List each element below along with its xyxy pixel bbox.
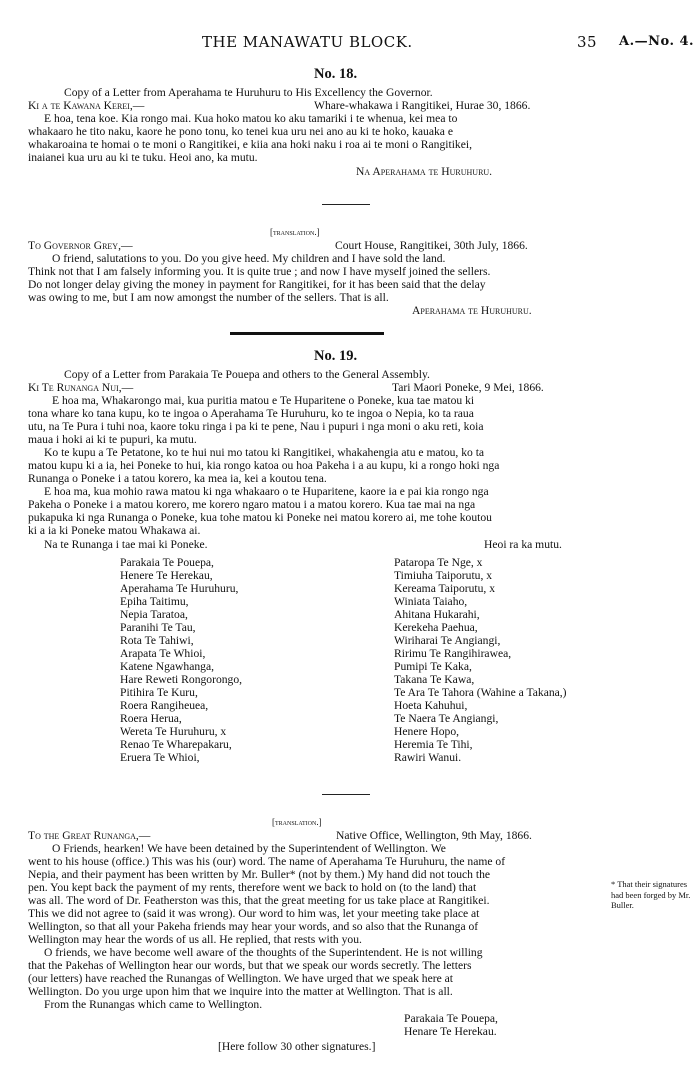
doc18-line-4: inaianei kua uru au ki te tuku. Heoi ano, ka mutu. (28, 151, 258, 164)
document-reference: A.—No. 4. (619, 34, 695, 49)
doc19-t-signature-1: Parakaia Te Pouepa, (404, 1012, 498, 1025)
doc18-t-signature: Aperahama te Huruhuru. (412, 304, 532, 317)
signatory-right: Te Naera Te Angiangi, (394, 712, 499, 725)
doc18-caption: Copy of a Letter from Aperahama te Huruhuru to His Excellency the Governor. (64, 86, 433, 99)
doc19-closing: Heoi ra ka mutu. (484, 538, 562, 551)
doc19-t-line-12: Wellington. Do you urge upon him that we inquire into the matter at Wellington. That is all. (28, 985, 453, 998)
doc19-line-4: maua i hoki ai ki te pupuri, ka mutu. (28, 433, 197, 446)
short-divider (322, 794, 370, 795)
signatory-left: Paranihi Te Tau, (120, 621, 196, 634)
page-number: 35 (577, 33, 598, 51)
doc19-t-line-3: Nepia, and their payment has been written by Mr. Buller* (not by them.) My hand did not touch the (28, 868, 491, 881)
signatory-right: Wiriharai Te Angiangi, (394, 634, 501, 647)
doc19-from-line: Na te Runanga i tae mai ki Poneke. (44, 538, 208, 551)
margin-footnote: * That their signatures had been forged by Mr. Buller. (611, 879, 691, 910)
signatory-right: Te Ara Te Tahora (Wahine a Takana,) (394, 686, 567, 699)
signatory-right: Timiuha Taiporutu, x (394, 569, 493, 582)
signatory-right: Rawiri Wanui. (394, 751, 462, 764)
doc18-signature: Na Aperahama te Huruhuru. (356, 165, 493, 178)
doc19-line-1: E hoa ma, Whakarongo mai, kua puritia matou e Te Huparitene o Poneke, kua tae matou ki (52, 394, 475, 407)
signatory-left: Nepia Taratoa, (120, 608, 188, 621)
doc19-line-11: ki a ia ki Poneke matou Whakawa ai. (28, 524, 201, 537)
doc19-salutation: Ki Te Runanga Nui,— (28, 381, 134, 394)
signatory-right: Hoeta Kahuhui, (394, 699, 468, 712)
doc19-place-date: Tari Maori Poneke, 9 Mei, 1866. (392, 381, 544, 394)
doc18-number: No. 18. (314, 66, 358, 82)
doc18-t-line-3: Do not longer delay giving the money in payment for Rangitikei, for it has been said that the delay (28, 278, 486, 291)
doc19-t-place-date: Native Office, Wellington, 9th May, 1866. (336, 829, 532, 842)
doc19-line-2: tona whare ko tana kupu, ko te ingoa o Aperahama Te Huruhuru, ko te ingoa o Nepia, ko ta raua (28, 407, 474, 420)
doc19-t-line-8: Wellington may hear the words of us all. He replied, that rests with you. (28, 933, 362, 946)
signatory-left: Katene Ngawhanga, (120, 660, 214, 673)
signatory-left: Henere Te Herekau, (120, 569, 213, 582)
signatory-right: Pataropa Te Nge, x (394, 556, 483, 569)
doc19-t-signature-2: Henare Te Herekau. (404, 1025, 497, 1038)
signatory-left: Epiha Taitimu, (120, 595, 189, 608)
doc19-translation-label: [translation.] (272, 817, 322, 827)
doc19-t-line-13: From the Runangas which came to Wellington. (44, 998, 263, 1011)
signatory-left: Rota Te Tahiwi, (120, 634, 194, 647)
signatory-left: Hare Reweti Rongorongo, (120, 673, 243, 686)
signatory-left: Aperahama Te Huruhuru, (120, 582, 239, 595)
doc19-t-salutation: To the Great Runanga,— (28, 829, 151, 842)
signatory-left: Roera Rangiheuea, (120, 699, 209, 712)
doc19-t-line-9: O friends, we have become well aware of the thoughts of the Superintendent. He is not willing (44, 946, 483, 959)
doc19-line-8: E hoa ma, kua mohio rawa matou ki nga whakaaro o te Huparitene, kaore ia e pai kia rongo nga (44, 485, 489, 498)
doc18-t-line-2: Think not that I am falsely informing you. It is quite true ; and now I have myself joined the sellers. (28, 265, 491, 278)
signatory-right: Takana Te Kawa, (394, 673, 475, 686)
doc18-t-salutation: To Governor Grey,— (28, 239, 133, 252)
doc19-line-6: matou kupu ki a ia, hei Poneke to hui, kia rongo katoa ou hoa Pakeha i a au kupu, ki a rongo hoki nga (28, 459, 500, 472)
doc19-t-line-1: O Friends, hearken! We have been detained by the Superintendent of Wellington. We (52, 842, 446, 855)
signatory-right: Winiata Taiaho, (394, 595, 468, 608)
doc18-place-date: Whare-whakawa i Rangitikei, Hurae 30, 1866. (314, 99, 531, 112)
doc19-t-line-6: This we did not agree to (said it was wrong). Our word to him was, let your meeting take place at (28, 907, 480, 920)
doc19-caption: Copy of a Letter from Parakaia Te Pouepa and others to the General Assembly. (64, 368, 430, 381)
signatory-left: Parakaia Te Pouepa, (120, 556, 214, 569)
doc19-number: No. 19. (314, 348, 358, 364)
signatory-right: Ahitana Hukarahi, (394, 608, 480, 621)
section-divider (230, 332, 384, 335)
doc19-t-line-11: (our letters) have reached the Runangas of Wellington. We have urged that we speak here at (28, 972, 454, 985)
doc19-line-3: utu, na Te Pura i tuhi noa, kaore toku ringa i pa ki te pene, Nau i pupuri i nga moni o aku reti, koia (28, 420, 484, 433)
signatory-left: Roera Herua, (120, 712, 182, 725)
signatory-right: Henere Hopo, (394, 725, 460, 738)
signatory-left: Renao Te Wharepakaru, (120, 738, 232, 751)
signatory-left: Wereta Te Huruhuru, x (120, 725, 227, 738)
doc19-t-line-7: Wellington, so that all your Pakeha friends may hear your words, and so also that the Runanga of (28, 920, 479, 933)
doc19-line-5: Ko te kupu a Te Petatone, ko te hui nui mo tatou ki Rangitikei, whakahengia atu e matou, ko ta (44, 446, 485, 459)
doc19-t-follow-note: [Here follow 30 other signatures.] (218, 1040, 376, 1053)
doc18-t-place-date: Court House, Rangitikei, 30th July, 1866. (335, 239, 528, 252)
doc19-line-9: Pakeha o Poneke i a matou korero, me korero ngaro matou i a matou korero. Kua tae mai na nga (28, 498, 476, 511)
doc19-t-line-5: was all. The word of Dr. Featherston was this, that the great meeting for us take place at Rangitikei. (28, 894, 490, 907)
signatory-right: Kereama Taiporutu, x (394, 582, 496, 595)
running-title: THE MANAWATU BLOCK. (202, 33, 413, 51)
signatory-right: Pumipi Te Kaka, (394, 660, 472, 673)
doc19-t-line-4: pen. You kept back the payment of my rents, therefore went we back to hold on (to the land) that (28, 881, 477, 894)
doc18-salutation: Ki a te Kawana Kerei,— (28, 99, 145, 112)
doc19-line-10: pukapuka ki nga Runanga o Poneke, kua tohe matou ki Poneke nei matou korero ai, me tohe koutou (28, 511, 492, 524)
doc18-translation-label: [translation.] (270, 227, 320, 237)
signatory-right: Heremia Te Tihi, (394, 738, 473, 751)
signatory-right: Kerekeha Paehua, (394, 621, 478, 634)
signatory-left: Eruera Te Whioi, (120, 751, 200, 764)
doc18-t-line-4: was owing to me, but I am now amongst the number of the sellers. That is all. (28, 291, 389, 304)
doc18-line-2: whakaaro he tito naku, kaore he pono tonu, ko tenei kua uru nei ano au ki te hoko, kauaka e (28, 125, 453, 138)
doc19-t-line-2: went to his house (office.) This was his (our) word. The name of Aperahama Te Huruhuru, the name of (28, 855, 506, 868)
doc18-line-1: E hoa, tena koe. Kia rongo mai. Kua hoko matou ko aku tamariki i te whenua, kei mea to (44, 112, 458, 125)
doc18-line-3: whakaroaina te homai o te moni o Rangitikei, e kiia ana hoki naku i roa ai te moni o Rangitikei, (28, 138, 472, 151)
doc19-line-7: Runanga o Poneke i a tatou korero, ka mea ia, kei a koutou tena. (28, 472, 327, 485)
signatory-right: Ririmu Te Rangihirawea, (394, 647, 512, 660)
doc18-t-line-1: O friend, salutations to you. Do you give heed. My children and I have sold the land. (52, 252, 446, 265)
doc19-t-line-10: that the Pakehas of Wellington hear our words, but that we speak our words secretly. The letters (28, 959, 472, 972)
signatory-left: Pitihira Te Kuru, (120, 686, 198, 699)
short-divider (322, 204, 370, 205)
signatory-left: Arapata Te Whioi, (120, 647, 206, 660)
